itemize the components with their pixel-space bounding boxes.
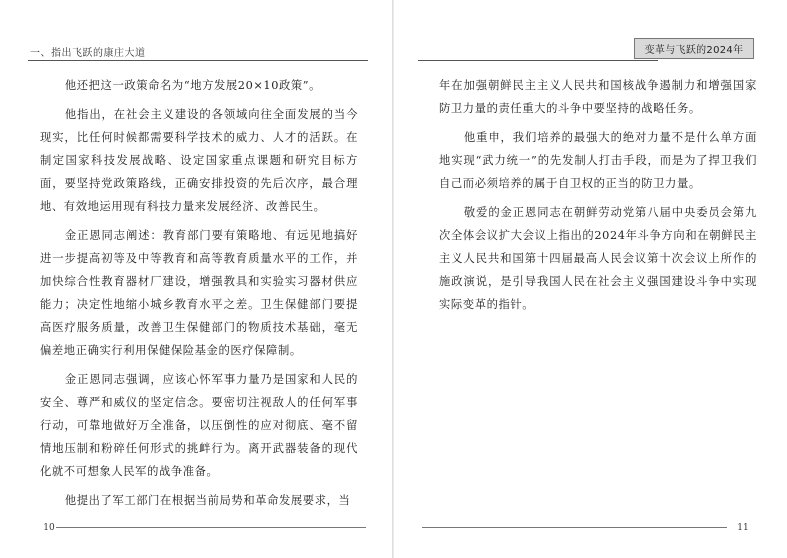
page-number-left: 10: [43, 523, 55, 533]
paragraph: 他还把这一政策命名为“地方发展20×10政策”。: [64, 79, 322, 92]
paragraph: 他重申，我们培养的最强大的绝对力量不是什么单方面地实现“武力统一”的先发制人打击手段，而是为了捍卫我们自己而必须培养的属于自卫权的正当的防卫力量。: [439, 131, 757, 190]
header-rule-right: [418, 60, 658, 61]
paragraph: 金正恩同志阐述：教育部门要有策略地、有远见地搞好进一步提高初等及中等教育和高等教育质量水平的工作，并加快综合性教育器材厂建设，增强教具和实验实习器材供应能力；决定性地缩小城乡教育水平之差。卫生保健部门要提高医疗服务质量，改善卫生保健部门的物质技术基础，毫无偏差地正确实行利用保健保险基金的医疗保障制。: [40, 229, 358, 357]
footer-rule-right: [422, 527, 727, 528]
paragraph: 敬爱的金正恩同志在朝鲜劳动党第八届中央委员会第九次全体会议扩大会议上指出的2024年斗争方向和在朝鲜民主主义人民共和国第十四届最高人民会议第十次会议上所作的施政演说，是引导我国人民在社会主义强国建设斗争中实现实际变革的指针。: [439, 206, 757, 311]
left-page-body: [40, 74, 358, 518]
paragraph: 年在加强朝鲜民主主义人民共和国核战争遏制力和增强国家防卫力量的责任重大的斗争中要坚持的战略任务。: [439, 79, 757, 115]
header-rule-left: [28, 60, 368, 61]
running-head-left: 一、指出飞跃的康庄大道: [30, 48, 146, 59]
paragraph: 金正恩同志强调，应该心怀军事力量乃是国家和人民的安全、尊严和威仪的坚定信念。要密切注视敌人的任何军事行动，可靠地做好万全准备，以压倒性的应对彻底、毫不留情地压制和粉碎任何形式的挑衅行为。离开武器装备的现代化就不可想象人民军的战争准备。: [40, 373, 358, 478]
page-number-right: 11: [737, 523, 749, 533]
paragraph: 他指出，在社会主义建设的各领域向往全面发展的当今现实，比任何时候都需要科学技术的威力、人才的活跃。在制定国家科技发展战略、设定国家重点课题和研究目标方面，要坚持党政策路线，正确安排投资的先后次序，最合理地、有效地运用现有科技力量来发展经济、改善民生。: [40, 108, 358, 213]
right-page: [394, 0, 787, 558]
running-head-right: 变革与飞跃的2024年: [634, 38, 754, 59]
paragraph: 他提出了军工部门在根据当前局势和革命发展要求，当: [64, 494, 351, 507]
footer-rule-left: [56, 527, 366, 528]
left-page: [0, 0, 393, 558]
right-page-body: [439, 74, 757, 322]
